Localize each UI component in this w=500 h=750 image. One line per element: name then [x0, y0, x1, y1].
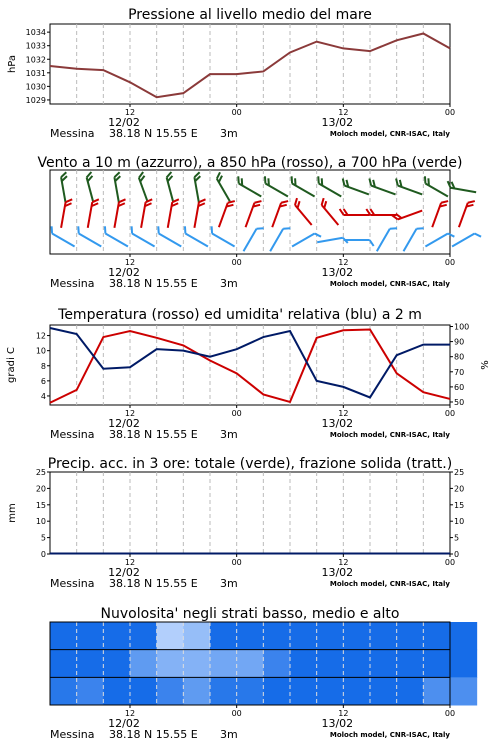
- humidity-ytick-label: 60: [454, 382, 465, 392]
- wind-date-label: 12/02: [108, 266, 140, 279]
- cloud-cell: [450, 650, 477, 678]
- cloud-title: Nuvolosita' negli strati basso, medio e alto: [100, 606, 400, 622]
- wind-700-barb: [422, 176, 451, 196]
- humidity-ytick-label: 70: [454, 367, 465, 377]
- wind-chart: [37, 155, 481, 290]
- wind-700-barb: [86, 172, 100, 203]
- cloud-cell: [210, 677, 237, 705]
- wind-10m-barb-shaft: [244, 229, 257, 252]
- wind-10m-barb-shaft: [377, 229, 390, 252]
- precip-ytick-label: 10: [35, 517, 46, 527]
- cloud-cell: [343, 650, 370, 678]
- cloud-chart: [50, 606, 477, 741]
- wind-10m-barb: [270, 225, 290, 254]
- wind-850-barb-flag: [254, 199, 261, 205]
- temperature-chart: [6, 307, 491, 441]
- precip-xtick-label: 12: [338, 558, 349, 567]
- wind-10m-barb: [404, 225, 424, 254]
- cloud-cell: [397, 650, 424, 678]
- cloud-cell: [183, 650, 210, 678]
- humidity-ytick-label: 90: [454, 337, 465, 347]
- wind-10m-barb: [129, 226, 158, 246]
- temp-ytick-label: 12: [35, 331, 46, 341]
- cloud-cell: [210, 622, 237, 650]
- cloud-cell: [103, 677, 130, 705]
- cloud-cell: [130, 650, 157, 678]
- wind-10m-barb: [155, 226, 184, 246]
- temp-xtick-label: 00: [444, 409, 456, 418]
- cloud-cell: [290, 677, 317, 705]
- cloud-cell: [317, 677, 344, 705]
- wind-location-alt: 3m: [220, 277, 238, 290]
- cloud-location-coords: 38.18 N 15.55 E: [109, 728, 198, 741]
- cloud-cell: [103, 622, 130, 650]
- humidity-ylabel: %: [480, 360, 491, 370]
- wind-10m-barb: [244, 225, 264, 254]
- cloud-cell: [343, 677, 370, 705]
- temp-ytick-label: 10: [35, 346, 46, 356]
- precip-xtick-label: 00: [231, 558, 242, 567]
- cloud-cell: [423, 677, 450, 705]
- wind-850-barb: [366, 209, 396, 215]
- precip-ytick-label: 25: [35, 468, 46, 477]
- pressure-ytick-label: 1029: [25, 95, 46, 105]
- cloud-cell: [130, 677, 157, 705]
- wind-10m-barb-shaft: [404, 229, 417, 252]
- pressure-ytick-label: 1032: [25, 55, 46, 65]
- wind-700-barb: [315, 176, 344, 196]
- cloud-cell: [370, 622, 397, 650]
- temp-xtick-label: 00: [231, 409, 242, 418]
- wind-10m-barb: [344, 240, 374, 246]
- wind-700-barb-flag: [367, 179, 373, 186]
- wind-10m-barb: [102, 226, 131, 246]
- pressure-ytick-label: 1031: [25, 68, 46, 78]
- pressure-xtick-label: 00: [231, 108, 242, 117]
- cloud-date-label: 12/02: [108, 717, 140, 730]
- humidity-ytick-label: 100: [454, 322, 470, 332]
- precip-frame: [50, 472, 450, 554]
- cloud-cell: [183, 622, 210, 650]
- temp-ytick-label: 4: [40, 391, 46, 401]
- wind-10m-barb-shaft: [185, 234, 208, 247]
- wind-10m-barb-shaft: [52, 234, 75, 247]
- precip-ytick-label: 5: [40, 533, 46, 543]
- precip-model-label: Moloch model, CNR-ISAC, Italy: [329, 580, 450, 588]
- pressure-location-alt: 3m: [220, 127, 238, 140]
- wind-10m-barb-shaft: [79, 234, 102, 247]
- pressure-location-name: Messina: [50, 127, 95, 140]
- cloud-cell: [423, 650, 450, 678]
- cloud-cell: [50, 677, 77, 705]
- cloud-cell: [130, 622, 157, 650]
- wind-850-barb: [168, 198, 179, 229]
- wind-850-barb: [88, 198, 99, 229]
- pressure-series-line: [50, 33, 450, 97]
- wind-10m-barb-shaft: [270, 229, 283, 252]
- wind-850-barb: [114, 198, 125, 229]
- precip-ytick-right-label: 10: [454, 517, 465, 527]
- pressure-model-label: Moloch model, CNR-ISAC, Italy: [329, 130, 450, 138]
- pressure-chart: [7, 7, 455, 140]
- cloud-xtick-label: 00: [444, 709, 456, 718]
- wind-700-barb: [447, 181, 478, 192]
- pressure-xtick-label: 00: [444, 108, 456, 117]
- wind-10m-barb-flag: [315, 232, 321, 239]
- temp-title: Temperatura (rosso) ed umidita' relativa (blu) a 2 m: [58, 307, 422, 323]
- temp-ylabel: gradi C: [6, 347, 17, 383]
- temp-model-label: Moloch model, CNR-ISAC, Italy: [329, 431, 450, 439]
- wind-10m-barb-shaft: [452, 234, 475, 247]
- precip-location-alt: 3m: [220, 577, 238, 590]
- precip-ytick-label: 15: [35, 500, 46, 510]
- cloud-cell: [370, 650, 397, 678]
- cloud-cell: [397, 622, 424, 650]
- cloud-cell: [50, 622, 77, 650]
- wind-700-barb: [235, 176, 264, 196]
- wind-850-barb: [292, 198, 316, 225]
- wind-10m-barb-flag: [417, 225, 424, 231]
- temp-location-coords: 38.18 N 15.55 E: [109, 428, 198, 441]
- wind-700-barb-flag: [447, 181, 452, 188]
- cloud-cell: [423, 622, 450, 650]
- precip-ytick-label: 0: [40, 550, 46, 559]
- wind-xtick-label: 12: [338, 258, 349, 267]
- temp-xtick-label: 12: [124, 409, 136, 418]
- temp-xtick-label: 12: [338, 409, 349, 418]
- cloud-cell: [77, 650, 104, 678]
- cloud-cell: [317, 622, 344, 650]
- wind-10m-barb: [377, 225, 397, 254]
- wind-10m-barb-flag: [390, 225, 397, 231]
- cloud-cell: [77, 622, 104, 650]
- cloud-xtick-label: 00: [231, 709, 242, 718]
- wind-10m-barb-flag: [448, 232, 454, 239]
- precip-ylabel: mm: [7, 503, 18, 523]
- wind-700-barb: [60, 172, 71, 203]
- temp-ytick-label: 6: [40, 376, 46, 386]
- cloud-cell: [290, 622, 317, 650]
- wind-850-barb-flag: [281, 199, 288, 205]
- pressure-title: Pressione al livello medio del mare: [128, 7, 372, 23]
- cloud-cell: [450, 677, 477, 705]
- wind-850-barb-flag: [199, 198, 206, 203]
- wind-700-barb: [114, 172, 125, 203]
- wind-location-name: Messina: [50, 277, 95, 290]
- cloud-cell: [77, 677, 104, 705]
- precip-chart: [7, 456, 464, 590]
- wind-700-barb-flag: [341, 179, 347, 186]
- cloud-cell: [183, 677, 210, 705]
- cloud-cell: [157, 622, 184, 650]
- cloud-cell: [263, 650, 290, 678]
- cloud-xtick-label: 12: [338, 709, 349, 718]
- wind-10m-barb-shaft: [212, 234, 235, 247]
- wind-title: Vento a 10 m (azzurro), a 850 hPa (rosso), a 700 hPa (verde): [37, 155, 463, 171]
- wind-10m-barb: [182, 226, 211, 246]
- temp-location-name: Messina: [50, 428, 95, 441]
- wind-850-barb: [432, 199, 448, 229]
- wind-700-barb: [262, 176, 291, 196]
- pressure-location-coords: 38.18 N 15.55 E: [109, 127, 198, 140]
- cloud-cell: [317, 650, 344, 678]
- cloud-cell: [237, 650, 264, 678]
- wind-xtick-label: 12: [124, 258, 136, 267]
- precip-location-coords: 38.18 N 15.55 E: [109, 577, 198, 590]
- cloud-cell: [157, 677, 184, 705]
- precip-title: Precip. acc. in 3 ore: totale (verde), frazione solida (tratt.): [47, 456, 453, 472]
- precip-ytick-right-label: 15: [454, 500, 465, 510]
- pressure-xtick-label: 12: [124, 108, 136, 117]
- wind-700-barb: [166, 172, 180, 203]
- wind-850-barb: [340, 209, 370, 215]
- pressure-ytick-label: 1034: [25, 28, 46, 38]
- cloud-cell: [237, 622, 264, 650]
- wind-850-barb: [194, 198, 205, 229]
- cloud-location-name: Messina: [50, 728, 95, 741]
- pressure-frame: [50, 24, 450, 104]
- pressure-ylabel: hPa: [7, 54, 18, 74]
- wind-850-barb: [141, 198, 152, 229]
- wind-700-barb: [215, 172, 235, 201]
- wind-10m-barb-shaft: [292, 234, 315, 247]
- precip-ytick-right-label: 5: [454, 533, 460, 543]
- wind-700-barb: [394, 179, 424, 195]
- cloud-cell: [103, 650, 130, 678]
- precip-ytick-label: 20: [35, 484, 46, 494]
- wind-10m-barb: [75, 226, 104, 246]
- wind-850-barb: [459, 199, 475, 229]
- precip-ytick-right-label: 0: [454, 550, 460, 559]
- pressure-date-label: 13/02: [321, 116, 354, 129]
- pressure-ytick-label: 1030: [25, 82, 46, 92]
- temp-ytick-label: 8: [40, 361, 46, 371]
- temp-date-label: 13/02: [321, 417, 354, 430]
- wind-700-barb-flag: [394, 179, 400, 186]
- temp-location-alt: 3m: [220, 428, 238, 441]
- wind-model-label: Moloch model, CNR-ISAC, Italy: [329, 280, 450, 288]
- wind-10m-barb-shaft: [317, 238, 343, 243]
- temp-date-label: 12/02: [108, 417, 140, 430]
- wind-10m-barb-shaft: [159, 234, 182, 247]
- cloud-cell: [263, 622, 290, 650]
- wind-700-barb: [289, 176, 318, 196]
- cloud-cell: [450, 622, 477, 650]
- cloud-model-label: Moloch model, CNR-ISAC, Italy: [329, 731, 450, 739]
- wind-700-barb: [194, 172, 205, 203]
- precip-date-label: 13/02: [321, 566, 354, 579]
- cloud-cell: [343, 622, 370, 650]
- wind-10m-barb-flag: [283, 225, 290, 231]
- cloud-location-alt: 3m: [220, 728, 238, 741]
- pressure-ytick-label: 1033: [25, 41, 46, 51]
- wind-10m-barb-shaft: [132, 234, 155, 247]
- wind-10m-barb-flag: [475, 232, 481, 239]
- humidity-ytick-label: 80: [454, 352, 465, 362]
- wind-850-barb-flag: [468, 199, 475, 205]
- precip-ytick-right-label: 25: [454, 468, 465, 477]
- wind-850-barb: [319, 198, 343, 225]
- precip-xtick-label: 12: [124, 558, 136, 567]
- wind-850-barb-flag: [66, 198, 73, 203]
- wind-850-barb-flag: [441, 199, 448, 205]
- pressure-xtick-label: 12: [338, 108, 349, 117]
- wind-10m-barb-shaft: [105, 234, 128, 247]
- wind-10m-barb: [49, 226, 78, 246]
- precip-location-name: Messina: [50, 577, 95, 590]
- wind-xtick-label: 00: [444, 258, 456, 267]
- wind-location-coords: 38.18 N 15.55 E: [109, 277, 198, 290]
- wind-xtick-label: 00: [231, 258, 242, 267]
- wind-10m-barb: [209, 226, 238, 246]
- wind-date-label: 13/02: [321, 266, 354, 279]
- cloud-cell: [397, 677, 424, 705]
- humidity-ytick-label: 50: [454, 397, 465, 407]
- wind-700-barb: [341, 179, 371, 195]
- pressure-date-label: 12/02: [108, 116, 140, 129]
- precip-ytick-right-label: 20: [454, 484, 465, 494]
- precip-date-label: 12/02: [108, 566, 140, 579]
- wind-850-barb: [272, 199, 288, 229]
- wind-10m-barb-flag: [257, 225, 264, 231]
- cloud-cell: [370, 677, 397, 705]
- cloud-cell: [157, 650, 184, 678]
- wind-700-barb: [367, 179, 397, 195]
- wind-850-barb: [246, 199, 262, 229]
- cloud-date-label: 13/02: [321, 717, 354, 730]
- cloud-cell: [210, 650, 237, 678]
- cloud-cell: [263, 677, 290, 705]
- cloud-cell: [50, 650, 77, 678]
- cloud-cell: [290, 650, 317, 678]
- wind-10m-barb-shaft: [425, 234, 448, 247]
- wind-700-barb: [138, 172, 154, 202]
- wind-850-barb: [219, 199, 235, 229]
- cloud-xtick-label: 12: [124, 709, 136, 718]
- precip-xtick-label: 00: [444, 558, 456, 567]
- wind-10m-barb: [452, 232, 481, 252]
- cloud-cell: [237, 677, 264, 705]
- wind-850-barb-flag: [119, 198, 126, 203]
- wind-850-barb: [61, 198, 72, 229]
